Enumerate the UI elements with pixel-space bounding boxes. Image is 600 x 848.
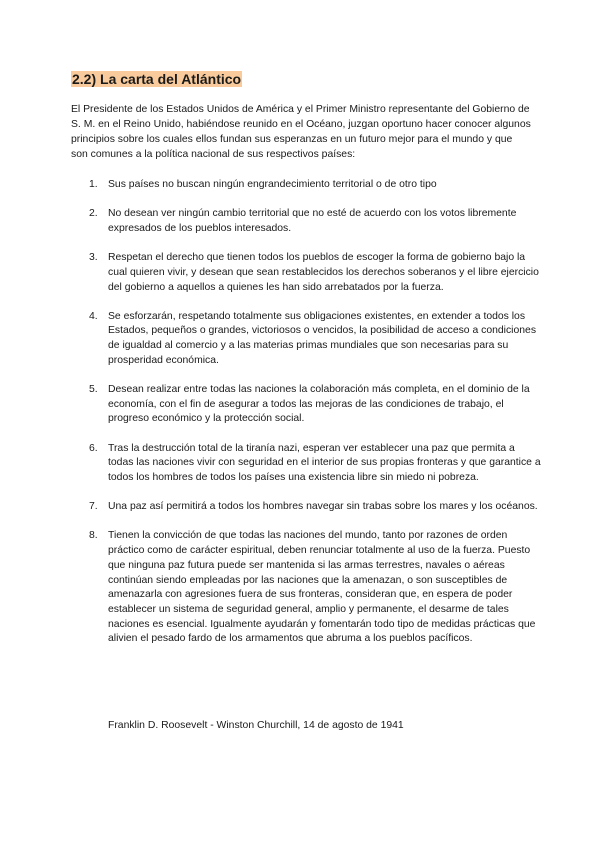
page-title (71, 70, 242, 88)
list-item-number: 7. (89, 501, 98, 513)
intro-paragraph: El Presidente de los Estados Unidos de América y el Primer Ministro representante del Gobierno de S. M. en el Reino Unido, habiéndose reunido en el Océano, juzgan oportuno hacer conocer algunos principios sobre los cuales ellos fundan sus esperanzas en un futuro mejor para el mundo y que son comunes a la política nacional de sus respectivos países: (71, 104, 531, 160)
list-item (71, 178, 541, 193)
list-item-number: 5. (89, 384, 98, 396)
list-item-number: 4. (89, 310, 98, 322)
list-item-text: Sus países no buscan ningún engrandecimiento territorial o de otro tipo (108, 179, 437, 190)
title-highlight: 2.2) La carta del Atlántico (72, 71, 242, 87)
list-item-text: Una paz así permitirá a todos los hombres navegar sin trabas sobre los mares y los océanos. (108, 501, 538, 513)
list-item-number: 6. (89, 442, 98, 454)
list-item-text: No desean ver ningún cambio territorial que no esté de acuerdo con los votos libremente expresados de los pueblos interesados. (108, 208, 517, 234)
list-item-number: 1. (89, 179, 98, 190)
list-item (71, 383, 541, 427)
list-item-number: 2. (89, 208, 98, 220)
list-item-text: Respetan el derecho que tienen todos los pueblos de escoger la forma de gobierno bajo la cual quieren vivir, y desean que sean restablecidos los derechos soberanos y el libre ejercicio del gobierno a aquellos a quienes les han sido arrebatados por la fuerza. (108, 252, 539, 293)
points-list (71, 178, 541, 662)
list-item-text: Desean realizar entre todas las naciones la colaboración más completa, en el dominio de la economía, con el fin de asegurar a todos las mejoras de las condiciones de trabajo, el progreso económico y la protección social. (108, 384, 530, 425)
list-item (71, 251, 541, 295)
list-item (71, 529, 541, 647)
list-item-text: Tienen la convicción de que todas las naciones del mundo, tanto por razones de orden práctico como de carácter espiritual, deben renunciar totalmente al uso de la fuerza. Puesto que ninguna paz futura puede ser mantenida si las armas terrestres, navales o aéreas continúan siendo empleadas por las naciones que la amenazan, o son susceptibles de amenazarla con agresiones fuera de sus fronteras, consideran que, en espera de poder establecer un sistema de seguridad general, amplio y permanente, el desarme de tales naciones es esencial. Igualmente ayudarán y fomentarán todo tipo de medidas prácticas que alivien el pesado fardo de los armamentos que abruma a los pueblos pacíficos. (108, 530, 536, 645)
list-item (71, 310, 541, 369)
list-item-text: Se esforzarán, respetando totalmente sus obligaciones existentes, en extender a todos los Estados, pequeños o grandes, victoriosos o vencidos, la posibilidad de acceso a condiciones de igualdad al comercio y a las materias primas mundiales que son necesarias para su prosperidad económica. (108, 310, 537, 366)
list-item-number: 3. (89, 252, 98, 264)
list-item-text: Tras la destrucción total de la tiranía nazi, esperan ver establecer una paz que permita a todas las naciones vivir con seguridad en el interior de sus propias fronteras y que garantice a todos los hombres de todos los países una existencia libre sin miedo ni pobreza. (108, 442, 541, 484)
signature-line: Franklin D. Roosevelt - Winston Churchill, 14 de agosto de 1941 (108, 720, 404, 731)
list-item-number: 8. (89, 530, 98, 542)
list-item (71, 442, 541, 486)
list-item (71, 500, 541, 515)
list-item (71, 207, 541, 236)
